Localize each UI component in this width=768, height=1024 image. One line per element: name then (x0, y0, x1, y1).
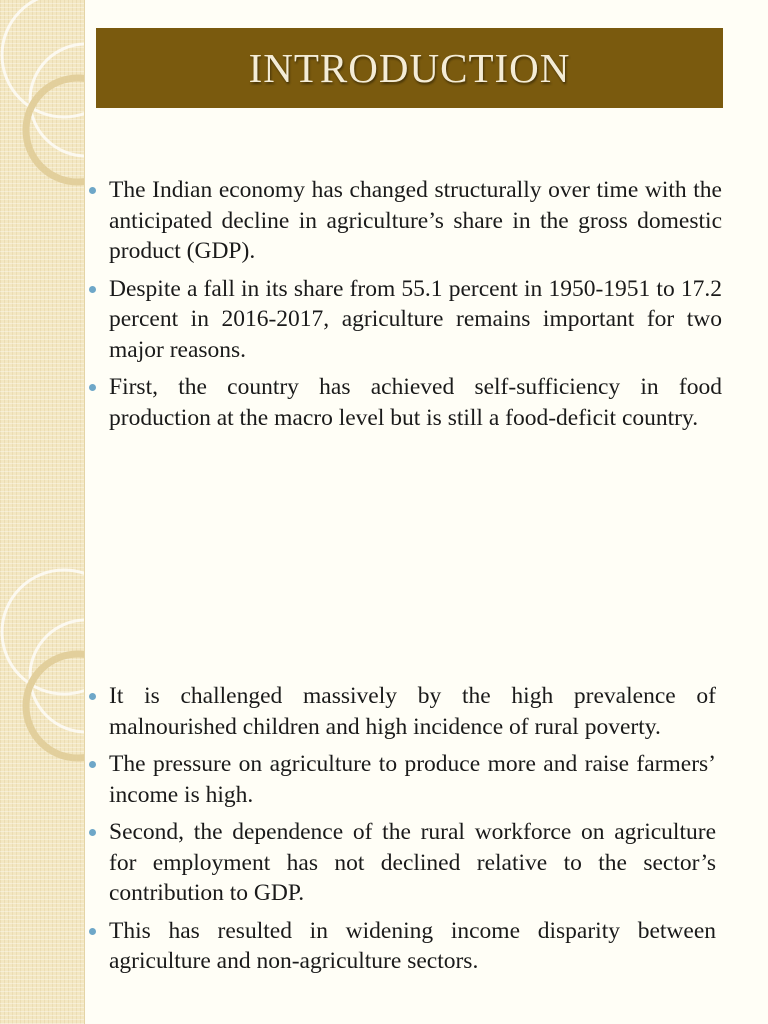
bullet-text: The pressure on agriculture to produce more and raise farmers’ income is high. (109, 751, 716, 808)
bullet-text: The Indian economy has changed structurally over time with the anticipated decline in agriculture’s share in the gross domestic product (GDP). (109, 177, 722, 264)
bullet-list-bottom (86, 681, 716, 984)
bullet-item (86, 372, 722, 433)
bullet-dot-icon (89, 928, 96, 935)
bullet-dot-icon (89, 693, 96, 700)
bullet-item (86, 681, 716, 742)
bullet-text: Despite a fall in its share from 55.1 percent in 1950-1951 to 17.2 percent in 2016-2017, agriculture remains important for two major reasons. (109, 275, 722, 363)
bullet-item (86, 916, 716, 977)
bullet-dot-icon (89, 286, 96, 293)
bullet-text: First, the country has achieved self-sufficiency in food production at the macro level but is still a food-deficit country. (109, 374, 722, 431)
bullet-text: Second, the dependence of the rural workforce on agriculture for employment has not declined relative to the sector’s contribution to GDP. (109, 819, 716, 906)
bullet-item (86, 817, 716, 909)
title-banner (96, 28, 723, 108)
bullet-list-top (86, 175, 722, 440)
bullet-item (86, 749, 716, 810)
decorative-side-strip (0, 0, 85, 1024)
slide-title: INTRODUCTION (248, 45, 571, 91)
bullet-dot-icon (89, 829, 96, 836)
bullet-dot-icon (89, 761, 96, 768)
bullet-text: This has resulted in widening income disparity between agriculture and non-agriculture sectors. (109, 917, 716, 974)
bullet-text: It is challenged massively by the high prevalence of malnourished children and high incidence of rural poverty. (109, 683, 716, 740)
bullet-item (86, 175, 722, 267)
bullet-dot-icon (89, 384, 96, 391)
bullet-item (86, 274, 722, 366)
decorative-rings-icon (0, 0, 84, 1024)
bullet-dot-icon (89, 187, 96, 194)
